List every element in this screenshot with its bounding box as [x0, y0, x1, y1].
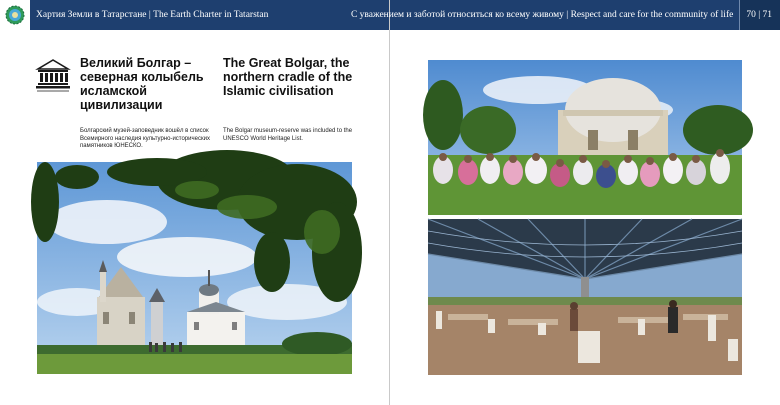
- heading-russian: Великий Болгар – северная колыбель исламской цивилизации: [80, 56, 204, 112]
- heading-english: The Great Bolgar, the northern cradle of the Islamic civilisation: [223, 56, 353, 98]
- unesco-logo-icon: [36, 58, 70, 94]
- left-header-bar: [0, 0, 389, 30]
- right-header-title: С уважением и заботой относиться ко всему живому | Respect and care for the community of life: [350, 10, 734, 20]
- white-mosque-crowd-photo: [428, 60, 742, 215]
- left-header-title: Хартия Земли в Татарстане | The Earth Charter in Tatarstan: [36, 10, 269, 20]
- caption-english: The Bolgar museum-reserve was included to the UNESCO World Heritage List.: [223, 128, 353, 142]
- museum-canopy-ruins-photo: [428, 219, 742, 375]
- page-numbers: 70 | 71: [739, 0, 780, 30]
- caption-russian: Болгарский музей-заповедник вошёл в список Всемирного наследия культурно-исторических памятников ЮНЕСКО.: [80, 128, 210, 149]
- earth-charter-logo-icon: [0, 0, 30, 30]
- great-bolgar-mausoleum-photo: [37, 162, 352, 374]
- right-page: [350, 0, 780, 405]
- right-header-bar: [350, 0, 780, 30]
